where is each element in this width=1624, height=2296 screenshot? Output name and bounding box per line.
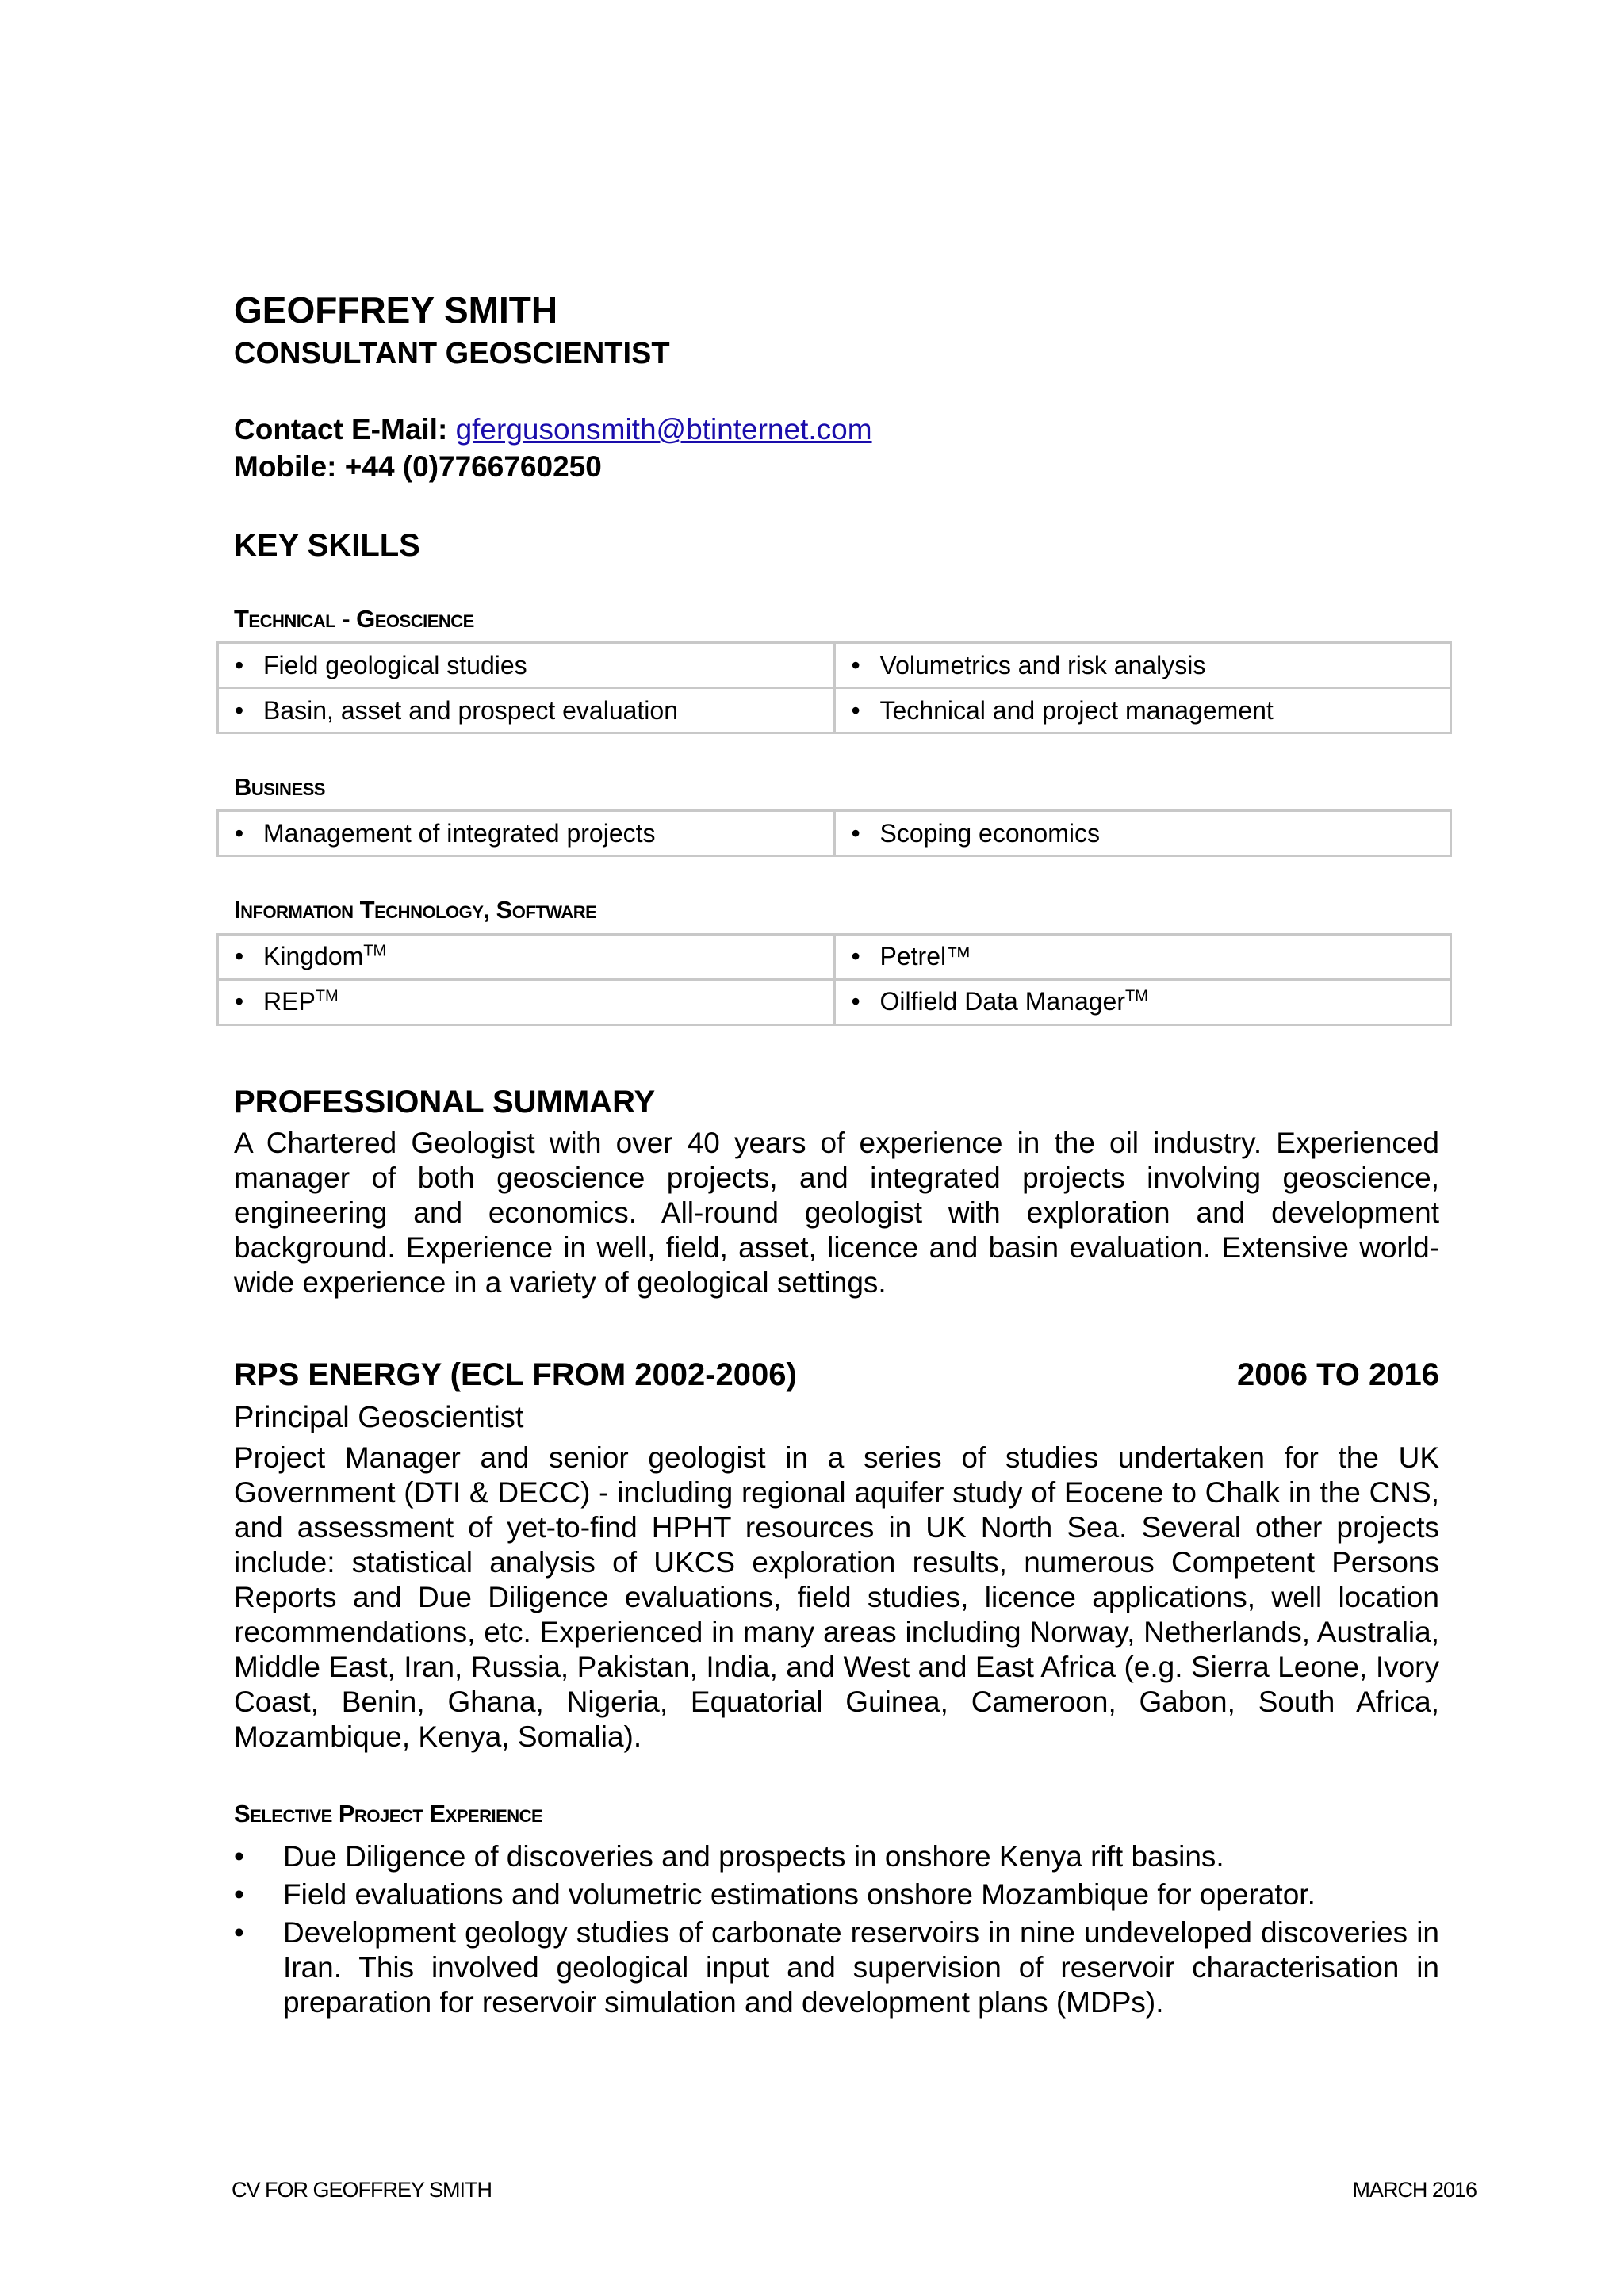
email-link[interactable]: gfergusonsmith@btinternet.com	[455, 413, 872, 446]
skill-cell: • Oilfield Data Manager™	[834, 979, 1451, 1024]
email-label: Contact E-Mail:	[234, 413, 448, 446]
skill-cell: • Petrel™	[834, 934, 1451, 979]
projects-list	[234, 1839, 1439, 2020]
summary-heading: PROFESSIONAL SUMMARY	[234, 1084, 656, 1119]
list-item: • Due Diligence of discoveries and prospects in onshore Kenya rift basins.	[234, 1839, 1439, 1874]
summary-text: A Chartered Geologist with over 40 years of experience in the oil industry. Experienced manager of both geoscience projects, and integrated projects involving geoscience, engineering and economics. All-round geologist with exploration and development background. Experience in well, field, asset, licence and basin evaluation. Extensive world-wide experience in a variety of geological settings.	[234, 1126, 1439, 1299]
table-row	[218, 643, 1451, 688]
key-skills-heading: KEY SKILLS	[234, 527, 420, 563]
skill-cell: • Technical and project management	[834, 688, 1451, 733]
skill-cell: • REP™	[218, 979, 835, 1024]
cv-page	[234, 289, 1439, 2023]
it-skills-table	[216, 933, 1452, 1026]
it-heading: Information Technology, Software	[234, 896, 597, 924]
table-row	[218, 811, 1451, 856]
page-footer	[232, 2178, 1477, 2202]
job-company: RPS ENERGY (ECL FROM 2002-2006)	[234, 1357, 797, 1392]
skill-cell: • Basin, asset and prospect evaluation	[218, 688, 835, 733]
table-row	[218, 688, 1451, 733]
footer-left: CV FOR GEOFFREY SMITH	[232, 2178, 492, 2202]
list-item: • Field evaluations and volumetric estimations onshore Mozambique for operator.	[234, 1877, 1439, 1912]
job-dates: 2006 TO 2016	[1236, 1357, 1439, 1392]
email-line	[234, 411, 1439, 448]
skill-cell: • Scoping economics	[834, 811, 1451, 856]
table-row	[218, 979, 1451, 1024]
job-header	[234, 1356, 1439, 1394]
skill-cell: • Management of integrated projects	[218, 811, 835, 856]
candidate-name: GEOFFREY SMITH	[234, 289, 558, 331]
technical-heading: Technical - Geoscience	[234, 604, 474, 633]
projects-heading: Selective Project Experience	[234, 1800, 543, 1828]
job-role: Principal Geoscientist	[234, 1400, 524, 1434]
footer-right: MARCH 2016	[1352, 2178, 1477, 2202]
table-row	[218, 934, 1451, 979]
job-description: Project Manager and senior geologist in a series of studies undertaken for the UK Government (DTI & DECC) - including regional aquifer study of Eocene to Chalk in the CNS, and assessment of yet-to-find HPHT resources in UK North Sea. Several other projects include: statistical analysis of UKCS exploration results, numerous Competent Persons Reports and Due Diligence evaluations, field studies, licence applications, well location recommendations, etc. Experienced in many areas including Norway, Netherlands, Australia, Middle East, Iran, Russia, Pakistan, India, and West and East Africa (e.g. Sierra Leone, Ivory Coast, Benin, Ghana, Nigeria, Equatorial Guinea, Cameroon, Gabon, South Africa, Mozambique, Kenya, Somalia).	[234, 1441, 1439, 1754]
contact-block	[234, 411, 1439, 485]
candidate-title: CONSULTANT GEOSCIENTIST	[234, 336, 670, 370]
business-heading: Business	[234, 773, 325, 802]
business-skills-table	[216, 809, 1452, 857]
technical-skills-table	[216, 641, 1452, 734]
skill-cell: • Volumetrics and risk analysis	[834, 643, 1451, 688]
skill-cell: • Kingdom™	[218, 934, 835, 979]
list-item: • Development geology studies of carbonate reservoirs in nine undeveloped discoveries in Iran. This involved geological input and supervision of reservoir characterisation in preparation for reservoir simulation and development plans (MDPs).	[234, 1915, 1439, 2020]
mobile-line: Mobile: +44 (0)7766760250	[234, 450, 602, 483]
skill-cell: • Field geological studies	[218, 643, 835, 688]
